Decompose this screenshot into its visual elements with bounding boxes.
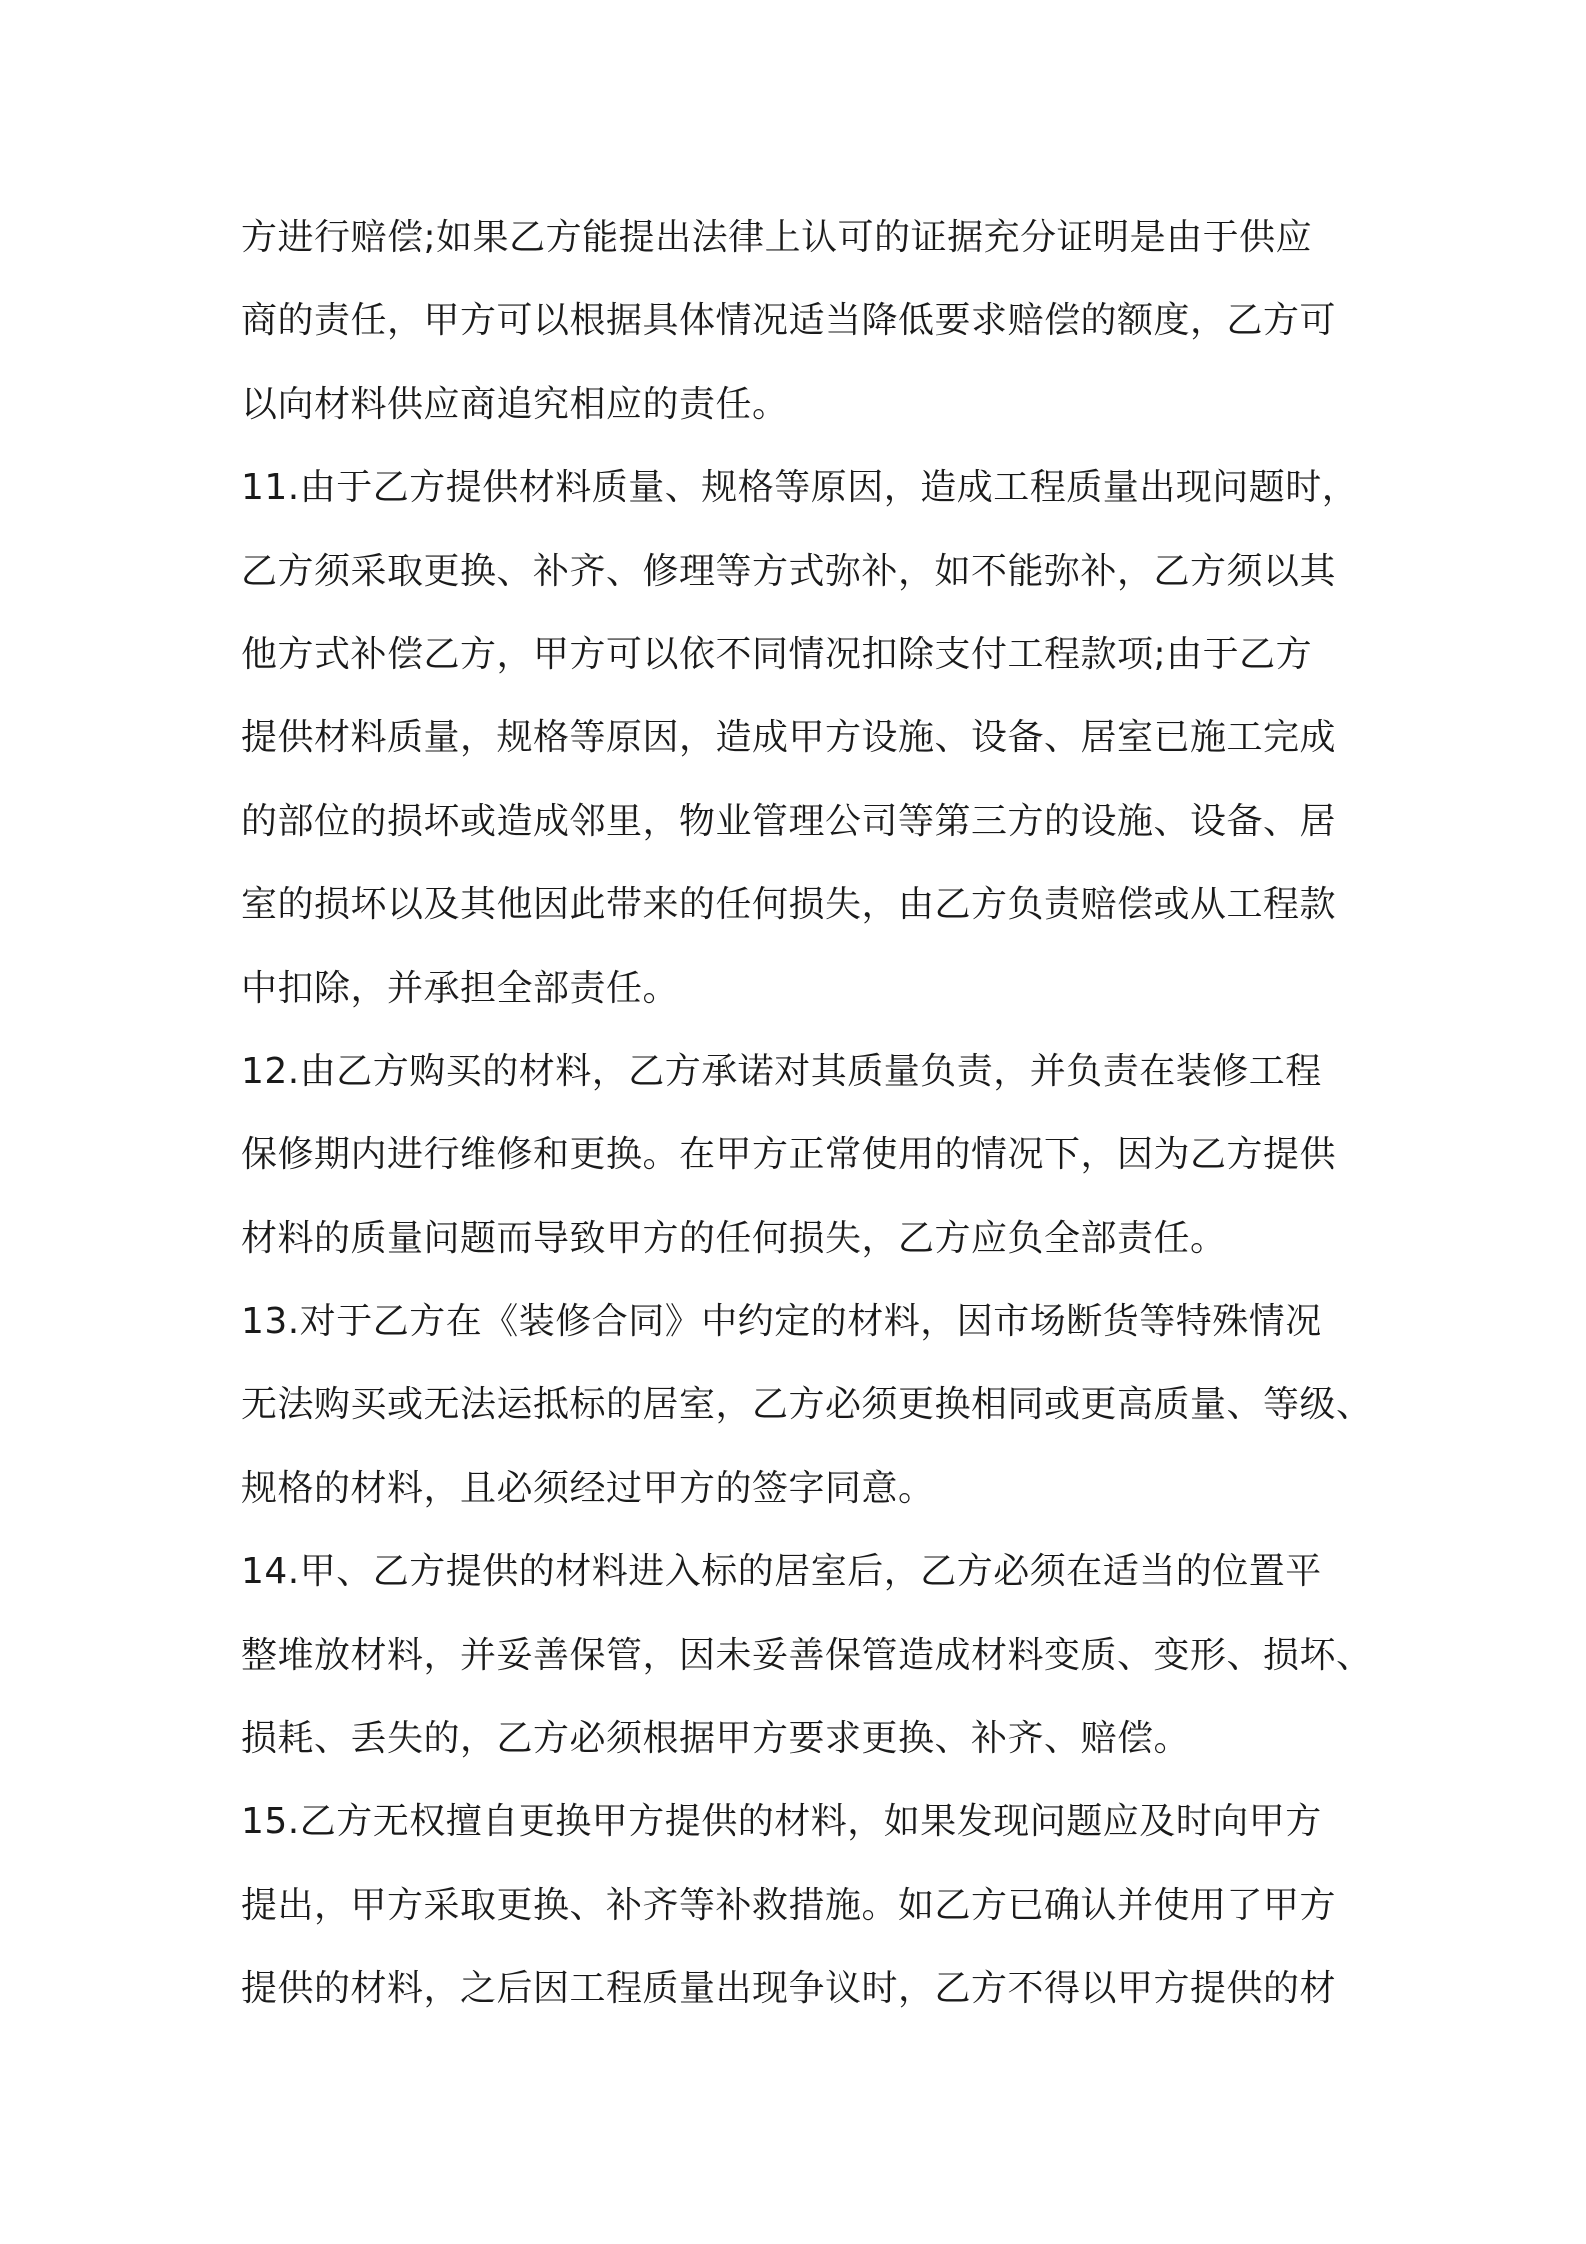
text-line: 的部位的损坏或造成邻里，物业管理公司等第三方的设施、设备、居 (241, 800, 1337, 842)
text-line: 12.由乙方购买的材料，乙方承诺对其质量负责，并负责在装修工程 (241, 1050, 1322, 1092)
text-line: 整堆放材料，并妥善保管，因未妥善保管造成材料变质、变形、损坏、 (241, 1634, 1373, 1676)
text-line: 保修期内进行维修和更换。在甲方正常使用的情况下，因为乙方提供 (241, 1134, 1337, 1176)
text-line: 11.由于乙方提供材料质量、规格等原因，造成工程质量出现问题时， (241, 467, 1359, 509)
text-line: 15.乙方无权擅自更换甲方提供的材料，如果发现问题应及时向甲方 (241, 1801, 1322, 1843)
text-line: 方进行赔偿;如果乙方能提出法律上认可的证据充分证明是由于供应 (241, 217, 1313, 258)
text-line: 规格的材料，且必须经过甲方的签字同意。 (241, 1467, 935, 1509)
text-line: 以向材料供应商追究相应的责任。 (241, 383, 789, 425)
text-line: 13.对于乙方在《装修合同》中约定的材料，因市场断货等特殊情况 (241, 1301, 1322, 1343)
text-line: 提出，甲方采取更换、补齐等补救措施。如乙方已确认并使用了甲方 (241, 1884, 1337, 1926)
text-line: 14.甲、乙方提供的材料进入标的居室后，乙方必须在适当的位置平 (241, 1551, 1322, 1593)
text-line: 提供的材料，之后因工程质量出现争议时，乙方不得以甲方提供的材 (241, 1968, 1337, 2010)
text-line: 中扣除，并承担全部责任。 (241, 967, 680, 1009)
text-line: 他方式补偿乙方，甲方可以依不同情况扣除支付工程款项;由于乙方 (241, 633, 1313, 675)
text-line: 室的损坏以及其他因此带来的任何损失，由乙方负责赔偿或从工程款 (241, 884, 1337, 926)
text-line: 提供材料质量，规格等原因，造成甲方设施、设备、居室已施工完成 (241, 717, 1337, 759)
text-line: 乙方须采取更换、补齐、修理等方式弥补，如不能弥补，乙方须以其 (241, 550, 1337, 592)
contract-text (241, 196, 1373, 2031)
text-line: 材料的质量问题而导致甲方的任何损失，乙方应负全部责任。 (241, 1217, 1227, 1259)
text-line: 无法购买或无法运抵标的居室，乙方必须更换相同或更高质量、等级、 (241, 1384, 1373, 1426)
text-line: 损耗、丢失的，乙方必须根据甲方要求更换、补齐、赔偿。 (241, 1718, 1191, 1760)
text-line: 商的责任，甲方可以根据具体情况适当降低要求赔偿的额度，乙方可 (241, 300, 1337, 342)
